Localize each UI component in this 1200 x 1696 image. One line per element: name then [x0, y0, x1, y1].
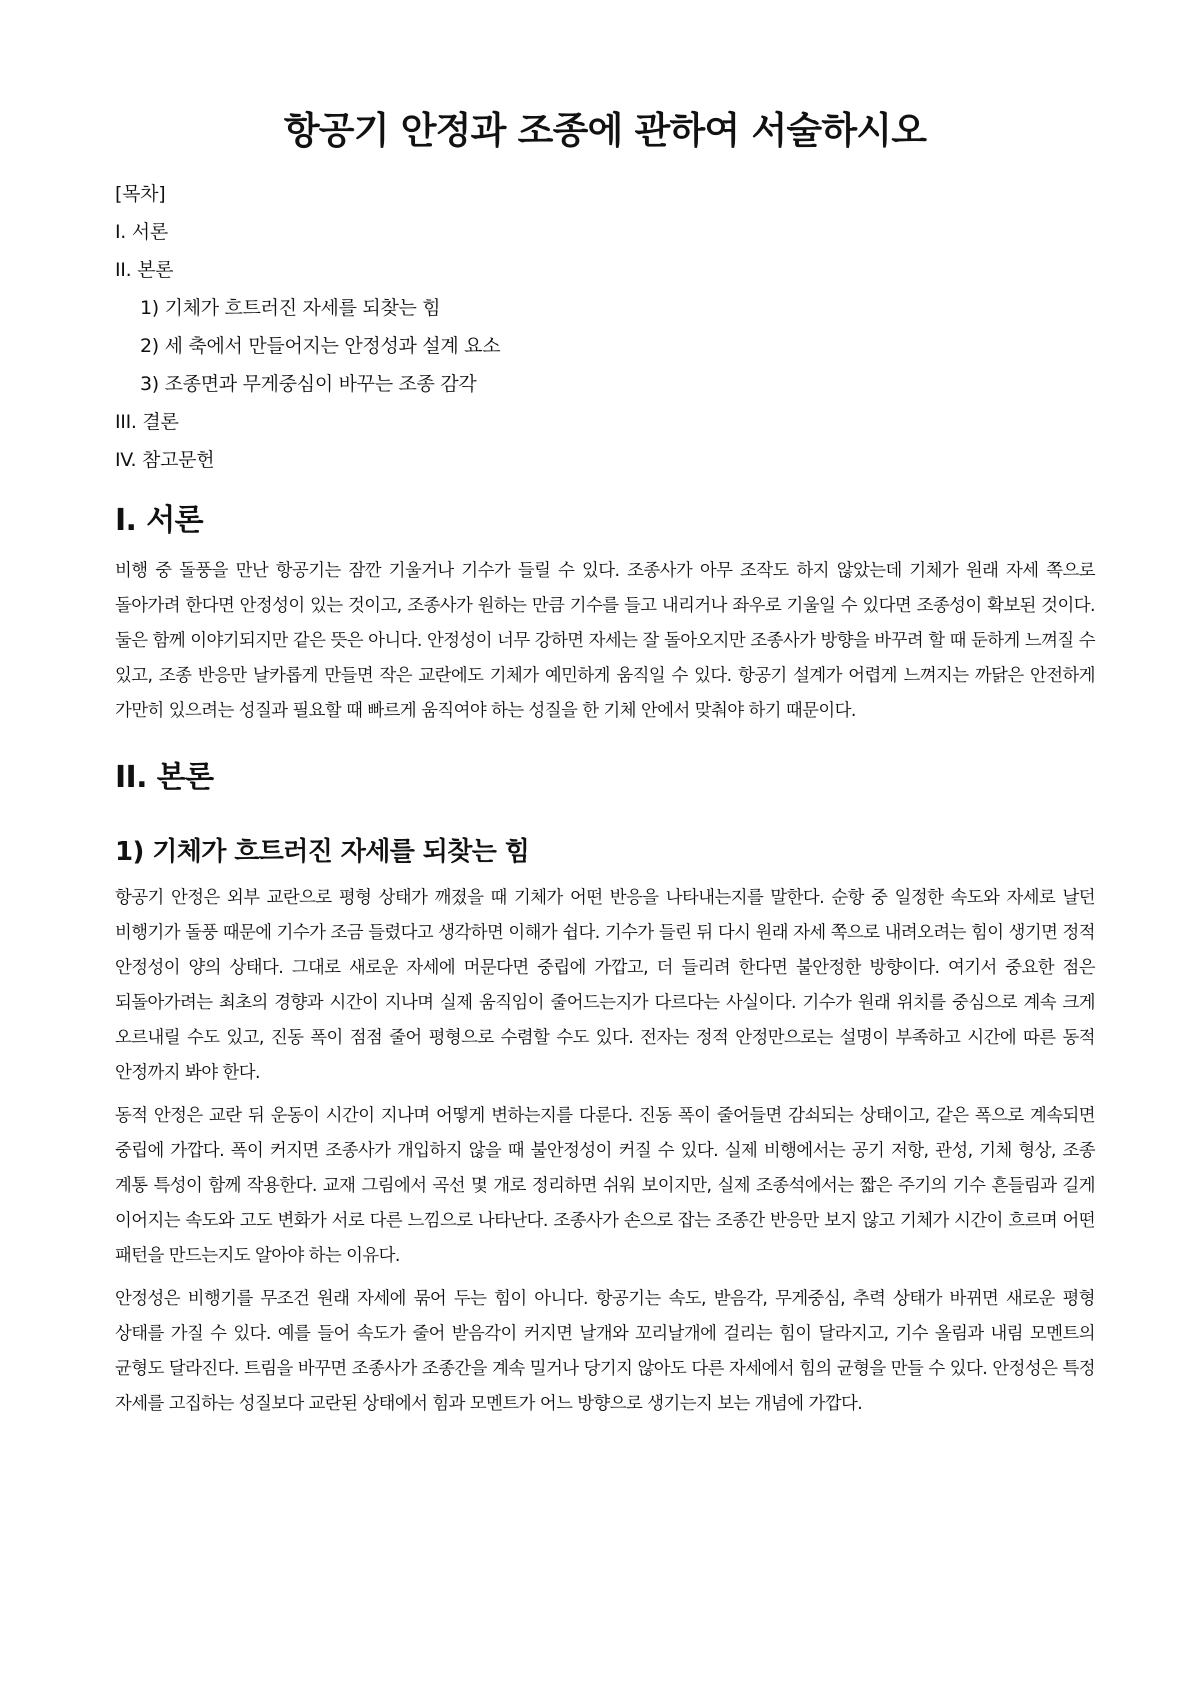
table-of-contents	[115, 182, 1095, 472]
toc-item-body-1: 1) 기체가 흐트러진 자세를 되찾는 힘	[140, 297, 441, 320]
intro-section	[115, 502, 1095, 729]
toc-item-intro: I. 서론	[115, 221, 168, 244]
toc-item-body-3: 3) 조종면과 무게중심이 바꾸는 조종 감각	[140, 373, 477, 396]
body-subsection-1-paragraph-2: 동적 안정은 교란 뒤 운동이 시간이 지나며 어떻게 변하는지를 다룬다. 진동 폭이 줄어들면 감쇠되는 상태이고, 같은 폭으로 계속되면 중립에 가깝다. 폭이 커지면 조종사가 개입하지 않을 때 불안정성이 커질 수 있다. 실제 비행에서는 공기 저항, 관성, 기체 형상, 조종 계통 특성이 함께 작용한다. 교재 그림에서 곡선 몇 개로 정리하면 쉬워 보이지만, 실제 조종석에서는 짧은 주기의 기수 흔들림과 길게 이어지는 속도와 고도 변화가 서로 다른 느낌으로 나타난다. 조종사가 손으로 잡는 조종간 반응만 보지 않고 기체가 시간이 흐르며 어떤 패턴을 만드는지도 알아야 하는 이유다.	[115, 1105, 1095, 1266]
body-heading: II. 본론	[115, 759, 214, 795]
toc-item-references: IV. 참고문헌	[115, 449, 215, 472]
intro-heading: I. 서론	[115, 503, 203, 539]
body-subsection-1-heading: 1) 기체가 흐트러진 자세를 되찾는 힘	[115, 837, 530, 868]
document-title: 항공기 안정과 조종에 관하여 서술하시오	[283, 109, 927, 152]
toc-item-conclusion: III. 결론	[115, 411, 179, 434]
toc-item-body-2: 2) 세 축에서 만들어지는 안정성과 설계 요소	[140, 335, 501, 358]
body-subsection-1-paragraph-1: 항공기 안정은 외부 교란으로 평형 상태가 깨졌을 때 기체가 어떤 반응을 나타내는지를 말한다. 순항 중 일정한 속도와 자세로 날던 비행기가 돌풍 때문에 기수가 조금 들렸다고 생각하면 이해가 쉽다. 기수가 들린 뒤 다시 원래 자세 쪽으로 내려오려는 힘이 생기면 정적 안정성이 양의 상태다. 그대로 새로운 자세에 머문다면 중립에 가깝고, 더 들리려 한다면 불안정한 방향이다. 여기서 중요한 점은 되돌아가려는 최초의 경향과 시간이 지나며 실제 움직임이 줄어드는지가 다르다는 사실이다. 기수가 원래 위치를 중심으로 계속 크게 오르내릴 수도 있고, 진동 폭이 점점 줄어 평형으로 수렴할 수도 있다. 전자는 정적 안정만으로는 설명이 부족하고 시간에 따른 동적 안정까지 봐야 한다.	[115, 887, 1095, 1083]
body-subsection-1	[115, 836, 1095, 1422]
toc-heading: [목차]	[115, 183, 166, 206]
toc-item-body: II. 본론	[115, 259, 174, 282]
intro-paragraph: 비행 중 돌풍을 만난 항공기는 잠깐 기울거나 기수가 들릴 수 있다. 조종사가 아무 조작도 하지 않았는데 기체가 원래 자세 쪽으로 돌아가려 한다면 안정성이 있는 것이고, 조종사가 원하는 만큼 기수를 들고 내리거나 좌우로 기울일 수 있다면 조종성이 확보된 것이다. 둘은 함께 이야기되지만 같은 뜻은 아니다. 안정성이 너무 강하면 자세는 잘 돌아오지만 조종사가 방향을 바꾸려 할 때 둔하게 느껴질 수 있고, 조종 반응만 날카롭게 만들면 작은 교란에도 기체가 예민하게 움직일 수 있다. 항공기 설계가 어렵게 느껴지는 까닭은 안전하게 가만히 있으려는 성질과 필요할 때 빠르게 움직여야 하는 성질을 한 기체 안에서 맞춰야 하기 때문이다.	[115, 560, 1095, 721]
body-subsection-1-paragraph-3: 안정성은 비행기를 무조건 원래 자세에 묶어 두는 힘이 아니다. 항공기는 속도, 받음각, 무게중심, 추력 상태가 바뀌면 새로운 평형 상태를 가질 수 있다. 예를 들어 속도가 줄어 받음각이 커지면 날개와 꼬리날개에 걸리는 힘이 달라지고, 기수 올림과 내림 모멘트의 균형도 달라진다. 트림을 바꾸면 조종사가 조종간을 계속 밀거나 당기지 않아도 다른 자세에서 힘의 균형을 만들 수 있다. 안정성은 특정 자세를 고집하는 성질보다 교란된 상태에서 힘과 모멘트가 어느 방향으로 생기는지 보는 개념에 가깝다.	[115, 1288, 1095, 1414]
body-section	[115, 759, 1095, 1422]
